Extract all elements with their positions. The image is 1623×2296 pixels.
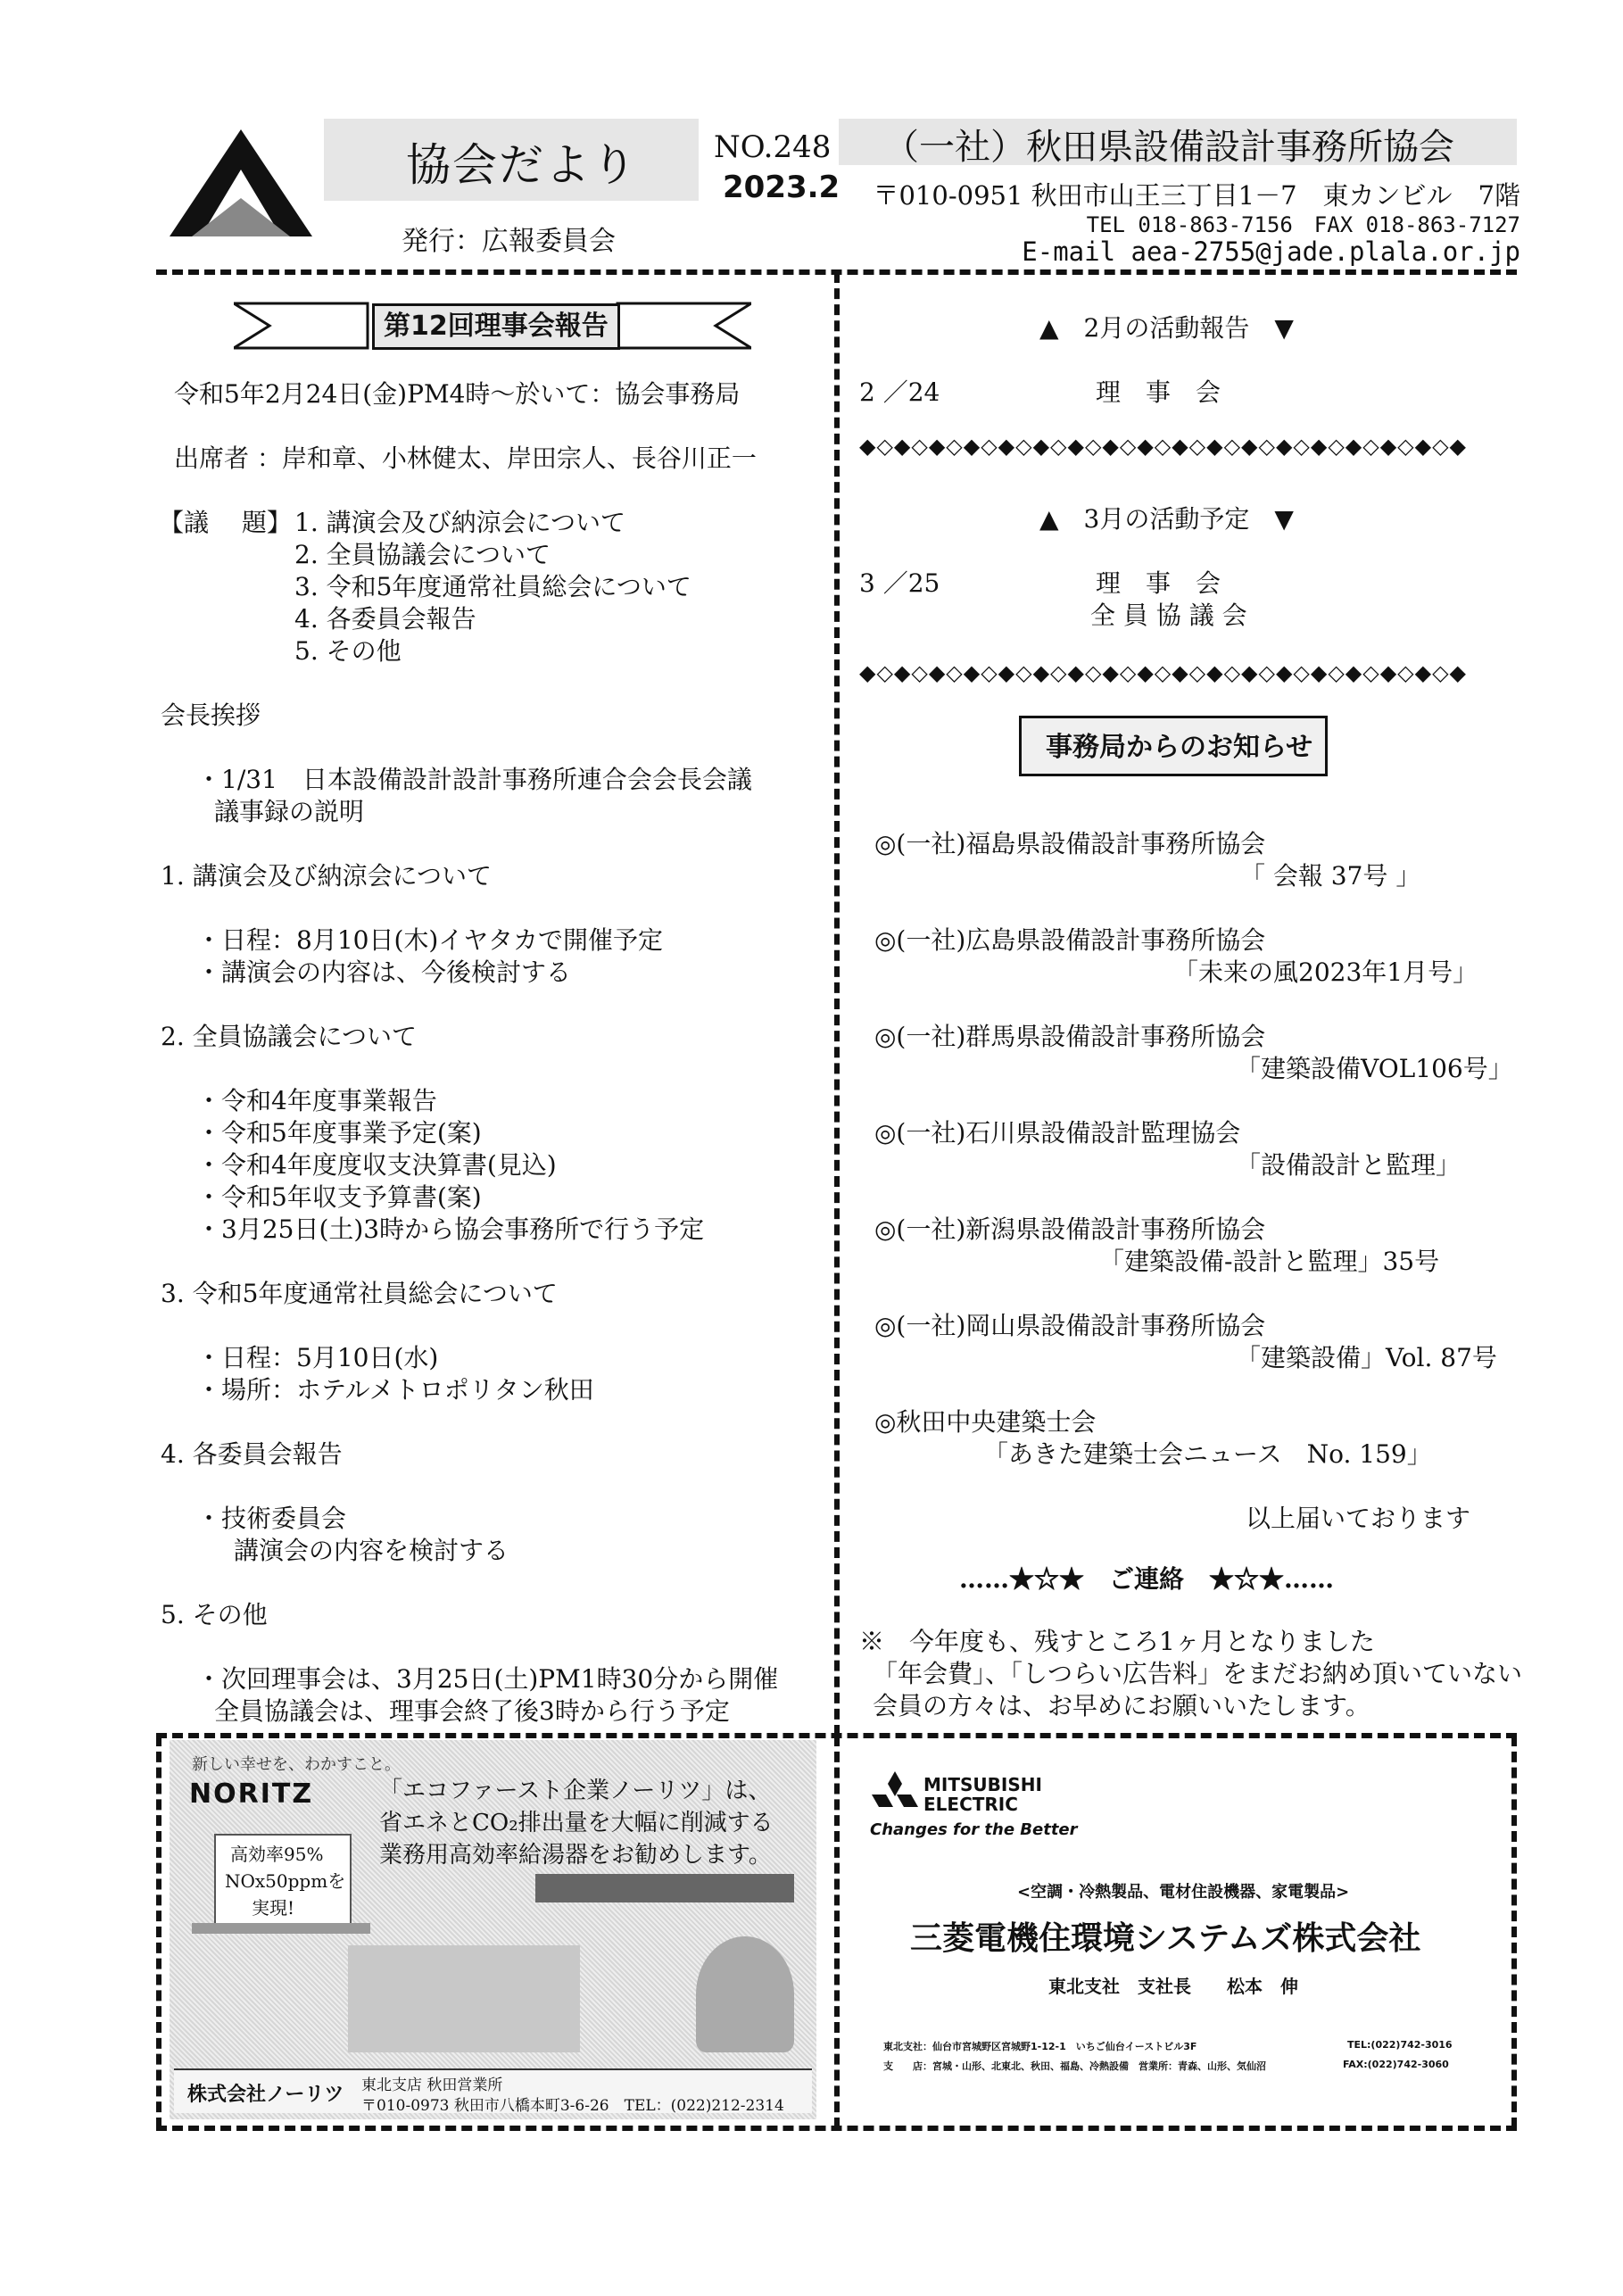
noritz-copy: 省エネとCO₂排出量を大幅に削減する bbox=[379, 1810, 774, 1836]
section-3-item: ・日程：5月10日(水) bbox=[196, 1343, 439, 1372]
diamond-divider: ◆◇◆◇◆◇◆◇◆◇◆◇◆◇◆◇◆◇◆◇◆◇◆◇◆◇◆◇◆◇◆◇◆◇◆ bbox=[859, 660, 1467, 685]
contact-line: 「年会費」、「しつらい広告料」をまだお納め頂いていない bbox=[873, 1659, 1523, 1688]
mar-event: 全 員 協 議 会 bbox=[1090, 601, 1247, 630]
section-1-title: 1. 講演会及び納涼会について bbox=[161, 861, 493, 891]
mar-event: 理 事 会 bbox=[1096, 568, 1221, 598]
issue-number: NO.248 bbox=[714, 129, 832, 165]
notice-org: ◎(一社)福島県設備設計事務所協会 bbox=[874, 829, 1266, 858]
mitsubishi-logo-icon bbox=[870, 1771, 920, 1816]
contact-line: ※ 今年度も、残すところ1ヶ月となりました bbox=[859, 1627, 1375, 1656]
section-2-item: ・令和5年収支予算書(案) bbox=[196, 1182, 482, 1212]
notice-pub: 「設備設計と監理」 bbox=[1236, 1150, 1462, 1180]
report-banner: 第12回理事会報告 bbox=[372, 303, 620, 350]
section-5-item-cont: 全員協議会は、理事会終了後3時から行う予定 bbox=[214, 1696, 730, 1726]
section-2-item: ・令和4年度事業報告 bbox=[196, 1086, 437, 1115]
greeting-title: 会長挨拶 bbox=[161, 700, 261, 730]
column-divider bbox=[834, 272, 840, 1736]
notice-pub: 「未来の風2023年1月号」 bbox=[1173, 957, 1478, 987]
agenda-item: 5. その他 bbox=[294, 636, 402, 666]
notice-org: ◎秋田中央建築士会 bbox=[874, 1407, 1097, 1437]
feb-activity-header: ▲ 2月の活動報告 ▼ bbox=[1039, 313, 1294, 343]
section-5-item: ・次回理事会は、3月25日(土)PM1時30分から開催 bbox=[196, 1664, 779, 1694]
greeting-item-cont: 議事録の説明 bbox=[214, 797, 365, 826]
section-2-item: ・令和5年度事業予定(案) bbox=[196, 1118, 482, 1148]
ad-border-right bbox=[1511, 1736, 1517, 2128]
ad-border-middle bbox=[834, 1736, 840, 2128]
received-note: 以上届いております bbox=[1246, 1504, 1471, 1533]
noritz-product-image bbox=[192, 1923, 370, 1934]
notice-org: ◎(一社)岡山県設備設計事務所協会 bbox=[874, 1311, 1266, 1340]
notice-org: ◎(一社)石川県設備設計監理協会 bbox=[874, 1118, 1241, 1148]
noritz-product-photo bbox=[348, 1945, 580, 2052]
noritz-company: 株式会社ノーリツ bbox=[187, 2083, 344, 2106]
section-2-item: ・3月25日(土)3時から協会事務所で行う予定 bbox=[196, 1214, 705, 1244]
attendees: 出席者 ：岸和章、小林健太、岸田宗人、長谷川正一 bbox=[174, 443, 757, 473]
agenda-item: 2. 全員協議会について bbox=[294, 540, 551, 569]
section-3-item: ・場所：ホテルメトロポリタン秋田 bbox=[196, 1375, 594, 1405]
notice-org: ◎(一社)新潟県設備設計事務所協会 bbox=[874, 1214, 1266, 1244]
contact-header: ……★☆★ ご連絡 ★☆★…… bbox=[959, 1564, 1335, 1594]
mitsubishi-logo-text: MITSUBISHI bbox=[923, 1774, 1042, 1795]
noritz-copy: 「エコファースト企業ノーリツ」は、 bbox=[379, 1778, 772, 1804]
section-4-item: ・技術委員会 bbox=[196, 1504, 347, 1533]
notice-title: 事務局からのお知らせ bbox=[1046, 732, 1313, 763]
issuer: 発行：広報委員会 bbox=[402, 226, 616, 257]
issue-date: 2023.2 bbox=[723, 170, 840, 205]
notice-org: ◎(一社)群馬県設備設計事務所協会 bbox=[874, 1022, 1266, 1051]
notice-pub: 「 会報 37号 」 bbox=[1240, 861, 1421, 891]
section-1-item: ・講演会の内容は、今後検討する bbox=[196, 957, 572, 987]
notice-pub: 「建築設備-設計と監理」35号 bbox=[1099, 1247, 1440, 1276]
noritz-person-photo bbox=[696, 1936, 794, 2052]
mitsubishi-address: 東北支社：仙台市宮城野区宮城野1-12-1 いちご仙台イーストビル3F bbox=[883, 2041, 1197, 2052]
noritz-badge-line: NOx50ppmを bbox=[225, 1870, 346, 1892]
mitsubishi-branches: 支 店：宮城・山形、北東北、秋田、福島、冷熱設備 営業所：青森、山形、気仙沼 bbox=[883, 2060, 1266, 2072]
mar-date: 3 ／25 bbox=[859, 568, 940, 598]
mitsubishi-slogan: Changes for the Better bbox=[870, 1820, 1078, 1839]
agenda-label: 【議 題】 bbox=[159, 508, 292, 537]
noritz-copy: 業務用高効率給湯器をお勧めします。 bbox=[379, 1842, 772, 1869]
section-4-title: 4. 各委員会報告 bbox=[161, 1439, 343, 1469]
ad-border-left bbox=[156, 1736, 161, 2128]
mitsubishi-company: 三菱電機住環境システムズ株式会社 bbox=[910, 1920, 1421, 1957]
section-5-title: 5. その他 bbox=[161, 1600, 268, 1629]
noritz-badge-line: 高効率95% bbox=[230, 1844, 324, 1865]
feb-date: 2 ／24 bbox=[859, 377, 940, 407]
mar-activity-header: ▲ 3月の活動予定 ▼ bbox=[1039, 504, 1294, 534]
meeting-info: 令和5年2月24日(金)PM4時～於いて：協会事務局 bbox=[174, 379, 741, 409]
diamond-divider: ◆◇◆◇◆◇◆◇◆◇◆◇◆◇◆◇◆◇◆◇◆◇◆◇◆◇◆◇◆◇◆◇◆◇◆ bbox=[859, 434, 1467, 459]
org-email[interactable]: E-mail aea-2755@jade.plala.or.jp bbox=[1022, 236, 1520, 267]
ad-divider-bottom bbox=[156, 2126, 1517, 2131]
agenda-item: 1. 講演会及び納涼会について bbox=[294, 508, 626, 537]
greeting-item: ・1/31 日本設備設計設計事務所連合会会長会議 bbox=[196, 765, 752, 794]
section-1-item: ・日程：8月10日(木)イヤタカで開催予定 bbox=[196, 925, 664, 955]
contact-line: 会員の方々は、お早めにお願いいたします。 bbox=[873, 1691, 1370, 1720]
notice-pub: 「建築設備」Vol. 87号 bbox=[1236, 1343, 1497, 1372]
noritz-badge-line: 実現! bbox=[252, 1897, 295, 1919]
mitsubishi-fax: FAX:(022)742-3060 bbox=[1343, 2059, 1449, 2070]
noritz-tagline: 新しい幸せを、わかすこと。 bbox=[192, 1755, 401, 1774]
org-tel-fax: TEL 018-863-7156 FAX 018-863-7127 bbox=[1086, 212, 1520, 237]
newsletter-title: 協会だより bbox=[406, 139, 638, 191]
notice-org: ◎(一社)広島県設備設計事務所協会 bbox=[874, 925, 1266, 955]
mitsubishi-products: <空調・冷熱製品、電材住設機器、家電製品> bbox=[1017, 1883, 1350, 1902]
notice-pub: 「建築設備VOL106号」 bbox=[1236, 1054, 1513, 1083]
noritz-branch: 〒010-0973 秋田市八橋本町3-6-26 TEL：(022)212-2314 bbox=[361, 2097, 784, 2115]
org-address: 〒010-0951 秋田市山王三丁目1－7 東カンビル 7階 bbox=[873, 180, 1520, 211]
mitsubishi-contact-person: 東北支社 支社長 松本 伸 bbox=[1048, 1976, 1298, 1997]
notice-pub: 「あきた建築士会ニュース No. 159」 bbox=[983, 1439, 1432, 1469]
feb-event: 理 事 会 bbox=[1096, 377, 1221, 407]
noritz-logo: NORITZ bbox=[189, 1778, 314, 1810]
noritz-product-bar bbox=[535, 1874, 794, 1902]
mitsubishi-logo-text: ELECTRIC bbox=[923, 1794, 1018, 1815]
noritz-branch: 東北支店 秋田営業所 bbox=[361, 2076, 503, 2094]
agenda-item: 4. 各委員会報告 bbox=[294, 604, 476, 634]
section-4-item-cont: 講演会の内容を検討する bbox=[234, 1536, 509, 1565]
org-name: （一社）秋田県設備設計事務所協会 bbox=[883, 127, 1454, 168]
mitsubishi-tel: TEL:(022)742-3016 bbox=[1347, 2039, 1453, 2051]
section-2-title: 2. 全員協議会について bbox=[161, 1022, 418, 1051]
section-3-title: 3. 令和5年度通常社員総会について bbox=[161, 1279, 558, 1308]
section-2-item: ・令和4年度度収支決算書(見込) bbox=[196, 1150, 557, 1180]
association-logo-icon bbox=[165, 125, 317, 241]
agenda-item: 3. 令和5年度通常社員総会について bbox=[294, 572, 691, 601]
